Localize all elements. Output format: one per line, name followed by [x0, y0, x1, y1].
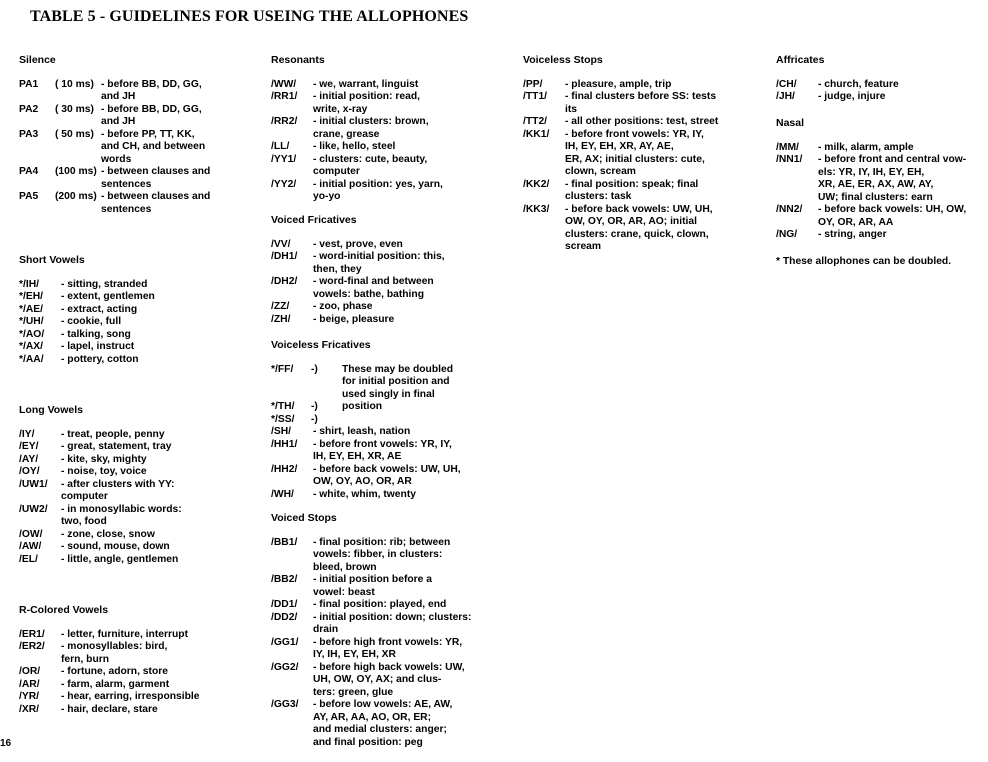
allophone-code: PA2	[19, 103, 39, 115]
list-item	[19, 166, 254, 191]
section-short-vowels	[19, 254, 254, 366]
duration: ( 10 ms)	[55, 78, 94, 90]
list-item	[19, 466, 254, 479]
description: - initial position: read, write, x-ray	[313, 91, 420, 115]
allophone-code: /CH/	[776, 78, 797, 90]
description: - final position: speak; final clusters: task	[565, 178, 699, 202]
list-item	[271, 91, 511, 116]
list-item	[271, 662, 511, 700]
allophone-code: /BB2/	[271, 574, 298, 585]
allophone-code: /ZZ/	[271, 301, 290, 312]
description: - judge, injure	[818, 91, 886, 102]
section-silence	[19, 54, 254, 216]
allophone-code: /WW/	[271, 78, 297, 90]
description: - before BB, DD, GG, and JH	[101, 103, 202, 127]
description: - noise, toy, voice	[61, 466, 147, 477]
list-item	[19, 529, 254, 542]
list-item	[19, 304, 254, 317]
section-title: Voiced Fricatives	[271, 214, 357, 226]
bracket-mark: -)	[311, 401, 318, 412]
description: - monosyllables: bird, fern, burn	[61, 641, 168, 665]
allophone-code: */TH/	[271, 401, 295, 412]
allophone-code: /ER2/	[19, 641, 45, 652]
list-item	[19, 704, 254, 717]
list-item	[271, 301, 511, 314]
section-title: Silence	[19, 54, 56, 66]
list-item	[19, 679, 254, 692]
description: - before back vowels: UH, OW, OY, OR, AR, AA	[818, 204, 967, 228]
list-item	[271, 276, 511, 301]
list-item	[271, 464, 511, 489]
description: - cookie, full	[61, 316, 122, 327]
description: - before low vowels: AE, AW, AY, AR, AA, AO, OR, ER; and medial clusters: anger; and final position: peg	[313, 699, 453, 748]
allophone-code: /IY/	[19, 428, 35, 440]
list-item	[19, 354, 254, 367]
list-item	[271, 251, 511, 276]
allophone-code: /OY/	[19, 466, 40, 477]
list-item	[19, 429, 254, 442]
description: - white, whim, twenty	[313, 488, 416, 500]
description: - final position: played, end	[313, 599, 447, 610]
list-item	[19, 641, 254, 666]
description: - we, warrant, linguist	[313, 78, 419, 90]
allophone-code: */EH/	[19, 291, 44, 302]
list-item	[19, 479, 254, 504]
list-item	[271, 414, 511, 427]
allophone-code: /NG/	[776, 229, 798, 240]
list-item	[271, 637, 511, 662]
allophone-code: /YY2/	[271, 178, 297, 190]
allophone-code: /DH1/	[271, 251, 298, 262]
description: - all other positions: test, street	[565, 116, 719, 127]
list-item	[776, 154, 976, 204]
allophone-code: /EY/	[19, 441, 39, 452]
allophone-code: */AA/	[19, 353, 44, 365]
duration: (100 ms)	[55, 166, 97, 177]
section-title: Long Vowels	[19, 404, 83, 416]
allophone-code: /NN1/	[776, 154, 803, 165]
description: - lapel, instruct	[61, 341, 135, 352]
allophone-code: /RR1/	[271, 91, 298, 102]
section-title: Voiceless Stops	[523, 54, 603, 66]
description: - sitting, stranded	[61, 278, 148, 290]
section-title: Short Vowels	[19, 254, 85, 266]
description: - before back vowels: UW, UH, OW, OY, AO, OR, AR	[313, 463, 461, 487]
allophone-code: /MM/	[776, 141, 799, 153]
section-title: R-Colored Vowels	[19, 604, 109, 616]
list-item	[19, 329, 254, 342]
description: - sound, mouse, down	[61, 541, 170, 552]
allophone-code: /SH/	[271, 426, 292, 437]
list-item	[271, 239, 511, 252]
section-title: Voiceless Fricatives	[271, 339, 371, 351]
description	[342, 414, 511, 427]
list-item	[523, 204, 763, 254]
description: - hear, earring, irresponsible	[61, 691, 200, 702]
table-title: TABLE 5 - GUIDELINES FOR USEING THE ALLOPHONES	[30, 8, 469, 25]
allophone-code: /HH1/	[271, 438, 298, 450]
section-long-vowels	[19, 404, 254, 566]
bracket-mark: -)	[311, 413, 318, 425]
allophone-code: /OR/	[19, 666, 41, 677]
list-item	[271, 141, 511, 154]
allophone-code: /GG1/	[271, 636, 299, 648]
allophone-code: PA4	[19, 166, 39, 177]
allophone-code: /DD2/	[271, 611, 298, 623]
section-voiceless-fricatives	[271, 339, 511, 501]
section-resonants	[271, 54, 511, 204]
allophone-code: /ER1/	[19, 628, 45, 640]
description: - initial position: yes, yarn, yo-yo	[313, 178, 443, 202]
description: - before high back vowels: UW, UH, OW, OY, AX; and clus- ters: green, glue	[313, 661, 465, 698]
description: - pleasure, ample, trip	[565, 78, 672, 90]
list-item	[271, 401, 511, 414]
list-item	[19, 441, 254, 454]
list-item	[271, 179, 511, 204]
section-r-colored-vowels	[19, 604, 254, 716]
list-item	[271, 439, 511, 464]
description: - like, hello, steel	[313, 141, 396, 152]
list-item	[19, 691, 254, 704]
description: - talking, song	[61, 328, 131, 340]
description: - vest, prove, even	[313, 238, 403, 250]
description: - extent, gentlemen	[61, 291, 155, 302]
list-item	[271, 537, 511, 575]
allophone-code: /TT2/	[523, 116, 548, 127]
allophone-code: /WH/	[271, 488, 294, 500]
allophone-code: */SS/	[271, 413, 295, 425]
list-item	[776, 204, 976, 229]
description: - zoo, phase	[313, 301, 373, 312]
allophone-code: */FF/	[271, 363, 294, 375]
section-affricates	[776, 54, 976, 104]
allophone-code: PA5	[19, 191, 39, 202]
description: - great, statement, tray	[61, 441, 172, 452]
duration: (200 ms)	[55, 191, 97, 202]
description: - in monosyllabic words: two, food	[61, 503, 182, 527]
description: - final position: rib; between vowels: fibber, in clusters: bleed, brown	[313, 536, 451, 573]
list-item	[19, 104, 254, 129]
duration: ( 30 ms)	[55, 103, 94, 115]
description: - milk, alarm, ample	[818, 141, 914, 153]
allophone-code: /KK2/	[523, 178, 550, 190]
description: - before BB, DD, GG, and JH	[101, 78, 202, 102]
section-title: Nasal	[776, 117, 805, 129]
list-item	[271, 116, 511, 141]
allophone-code: /VV/	[271, 238, 291, 250]
allophone-code: /LL/	[271, 141, 290, 152]
section-title: Voiced Stops	[271, 512, 337, 524]
list-item	[523, 179, 763, 204]
section-title: Affricates	[776, 54, 825, 66]
list-item	[271, 314, 511, 327]
allophone-code: /GG2/	[271, 661, 299, 673]
allophone-code: */IH/	[19, 278, 40, 290]
description: - word-final and between vowels: bathe, bathing	[313, 276, 434, 300]
list-item	[19, 129, 254, 167]
allophone-code: /KK1/	[523, 128, 550, 140]
allophone-code: /UW1/	[19, 478, 48, 490]
allophone-code: /AY/	[19, 453, 39, 465]
description: - final clusters before SS: tests its	[565, 91, 717, 115]
list-item	[19, 79, 254, 104]
allophone-code: /PP/	[523, 78, 543, 90]
list-item	[271, 612, 511, 637]
section-voiced-fricatives	[271, 214, 511, 326]
list-item	[19, 504, 254, 529]
list-item	[523, 129, 763, 179]
allophone-code: */AO/	[19, 328, 45, 340]
section-title: Resonants	[271, 54, 325, 66]
description: - before PP, TT, KK, and CH, and between words	[101, 128, 206, 165]
description: - word-initial position: this, then, they	[313, 251, 445, 275]
allophone-code: /JH/	[776, 91, 795, 102]
allophone-code: /HH2/	[271, 463, 298, 475]
allophone-code: /RR2/	[271, 116, 298, 127]
description: - beige, pleasure	[313, 313, 395, 325]
duration: ( 50 ms)	[55, 128, 94, 140]
doubling-footnote: * These allophones can be doubled.	[776, 256, 952, 267]
list-item	[271, 699, 511, 749]
description: position	[342, 401, 383, 412]
description: - farm, alarm, garment	[61, 678, 170, 690]
list-item	[19, 629, 254, 642]
allophone-code: */AE/	[19, 303, 44, 315]
list-item	[19, 316, 254, 329]
allophone-code: /DD1/	[271, 599, 298, 610]
allophone-code: /EL/	[19, 553, 38, 565]
allophone-code: /NN2/	[776, 204, 803, 215]
allophone-code: */UH/	[19, 316, 44, 327]
description: - treat, people, penny	[61, 428, 165, 440]
allophone-code: /AR/	[19, 678, 40, 690]
list-item	[271, 364, 511, 402]
description: - before front vowels: YR, IY, IH, EY, EH, XR, AY, AE, ER, AX; initial clusters: cute, clown, scream	[565, 128, 705, 177]
description: - clusters: cute, beauty, computer	[313, 153, 428, 177]
description: - between clauses and sentences	[101, 191, 211, 215]
description: These may be doubled for initial position and used singly in final	[342, 363, 454, 400]
description: - fortune, adorn, store	[61, 666, 168, 677]
allophone-code: /YR/	[19, 691, 40, 702]
description: - after clusters with YY: computer	[61, 478, 175, 502]
description: - kite, sky, mighty	[61, 453, 147, 465]
allophone-code: /TT1/	[523, 91, 548, 102]
list-item	[19, 666, 254, 679]
description: - letter, furniture, interrupt	[61, 628, 189, 640]
description: - between clauses and sentences	[101, 166, 211, 190]
list-item	[776, 79, 976, 92]
allophone-code: */AX/	[19, 341, 44, 352]
allophone-code: /DH2/	[271, 276, 298, 287]
list-item	[19, 341, 254, 354]
allophone-code: PA3	[19, 128, 39, 140]
allophone-code: PA1	[19, 78, 39, 90]
description: - shirt, leash, nation	[313, 426, 411, 437]
list-item	[271, 489, 511, 502]
list-item	[523, 79, 763, 92]
list-item	[19, 191, 254, 216]
allophone-code: /GG3/	[271, 699, 299, 710]
list-item	[776, 229, 976, 242]
description: - pottery, cotton	[61, 353, 139, 365]
description: - before front and central vow- els: YR, IY, IH, EY, EH, XR, AE, ER, AX, AW, AY, UW; final clusters: earn	[818, 154, 967, 203]
list-item	[776, 91, 976, 104]
description: - before high front vowels: YR, IY, IH, EY, EH, XR	[313, 636, 463, 660]
allophone-code: /YY1/	[271, 153, 297, 165]
list-item	[271, 574, 511, 599]
list-item	[19, 541, 254, 554]
list-item	[19, 279, 254, 292]
allophone-code: /BB1/	[271, 536, 298, 548]
description: - church, feature	[818, 78, 899, 90]
description: - initial clusters: brown, crane, grease	[313, 116, 429, 140]
description: - zone, close, snow	[61, 528, 155, 540]
list-item	[19, 291, 254, 304]
list-item	[271, 599, 511, 612]
allophone-code: /AW/	[19, 541, 42, 552]
allophone-code: /UW2/	[19, 503, 48, 515]
description: - before back vowels: UW, UH, OW, OY, OR, AR, AO; initial clusters: crane, quick, clown, scream	[565, 203, 713, 252]
list-item	[523, 116, 763, 129]
list-item	[271, 426, 511, 439]
description: - before front vowels: YR, IY, IH, EY, EH, XR, AE	[313, 438, 452, 462]
list-item	[19, 554, 254, 567]
description: - little, angle, gentlemen	[61, 553, 179, 565]
section-voiceless-stops	[523, 54, 763, 254]
description: - hair, declare, stare	[61, 703, 158, 715]
section-voiced-stops	[271, 512, 511, 749]
page-number: 16	[0, 738, 12, 749]
description: - string, anger	[818, 229, 887, 240]
list-item	[19, 454, 254, 467]
allophone-code: /OW/	[19, 528, 43, 540]
allophone-code: /ZH/	[271, 313, 291, 325]
allophone-code: /XR/	[19, 703, 40, 715]
list-item	[523, 91, 763, 116]
description: - extract, acting	[61, 303, 138, 315]
list-item	[776, 142, 976, 155]
allophone-code: /KK3/	[523, 203, 550, 215]
description: - initial position before a vowel: beast	[313, 574, 432, 598]
description: - initial position: down; clusters: drain	[313, 611, 472, 635]
bracket-mark: -)	[311, 363, 318, 375]
list-item	[271, 79, 511, 92]
section-nasal	[776, 117, 976, 242]
list-item	[271, 154, 511, 179]
